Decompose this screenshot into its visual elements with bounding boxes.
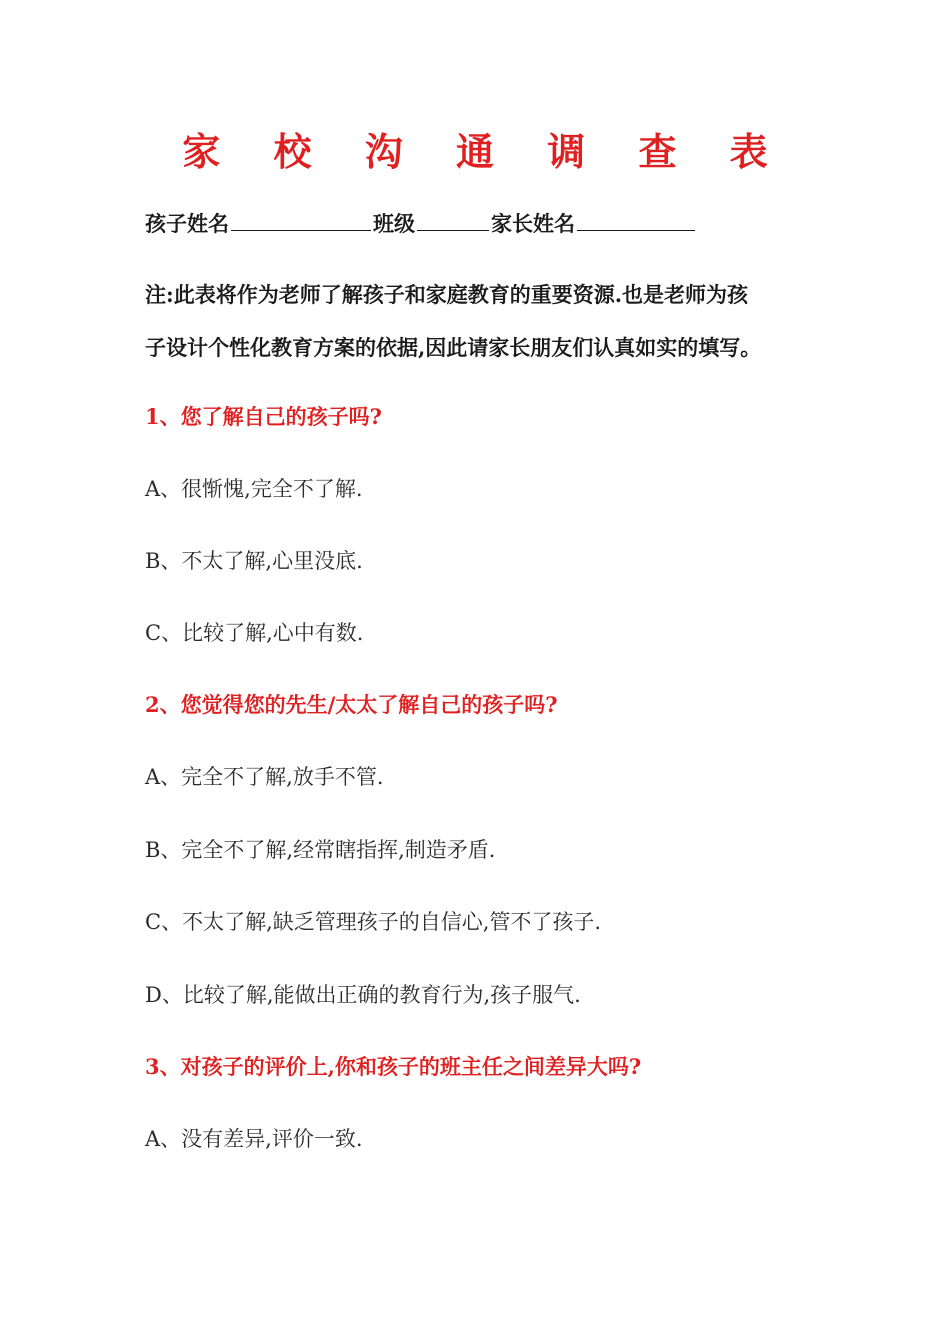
q1-option-a[interactable]: A、很惭愧,完全不了解. [145, 477, 363, 501]
q1-option-b[interactable]: B、不太了解,心里没底. [145, 549, 363, 573]
note-line-1: 注:此表将作为老师了解孩子和家庭教育的重要资源.也是老师为孩 [145, 282, 749, 307]
class-label: 班级 [373, 211, 415, 236]
q2-option-b[interactable]: B、完全不了解,经常瞎指挥,制造矛盾. [145, 838, 496, 862]
question-3: 3、对孩子的评价上,你和孩子的班主任之间差异大吗? [145, 1054, 642, 1079]
child-name-blank[interactable] [231, 208, 371, 231]
q2-option-a[interactable]: A、完全不了解,放手不管. [145, 765, 384, 789]
q1-option-c[interactable]: C、比较了解,心中有数. [145, 621, 364, 645]
q3-option-a[interactable]: A、没有差异,评价一致. [145, 1127, 363, 1151]
child-name-label: 孩子姓名 [145, 211, 229, 236]
info-line [145, 208, 697, 239]
q2-option-d[interactable]: D、比较了解,能做出正确的教育行为,孩子服气. [145, 983, 581, 1007]
note-line-2: 子设计个性化教育方案的依据,因此请家长朋友们认真如实的填写。 [145, 335, 762, 360]
question-1: 1、您了解自己的孩子吗? [145, 404, 382, 429]
parent-name-blank[interactable] [577, 208, 695, 231]
class-blank[interactable] [417, 208, 489, 231]
document-title: 家 校 沟 通 调 查 表 [182, 129, 788, 174]
q2-option-c[interactable]: C、不太了解,缺乏管理孩子的自信心,管不了孩子. [145, 910, 602, 934]
question-2: 2、您觉得您的先生/太太了解自己的孩子吗? [145, 692, 558, 717]
parent-name-label: 家长姓名 [491, 211, 575, 236]
